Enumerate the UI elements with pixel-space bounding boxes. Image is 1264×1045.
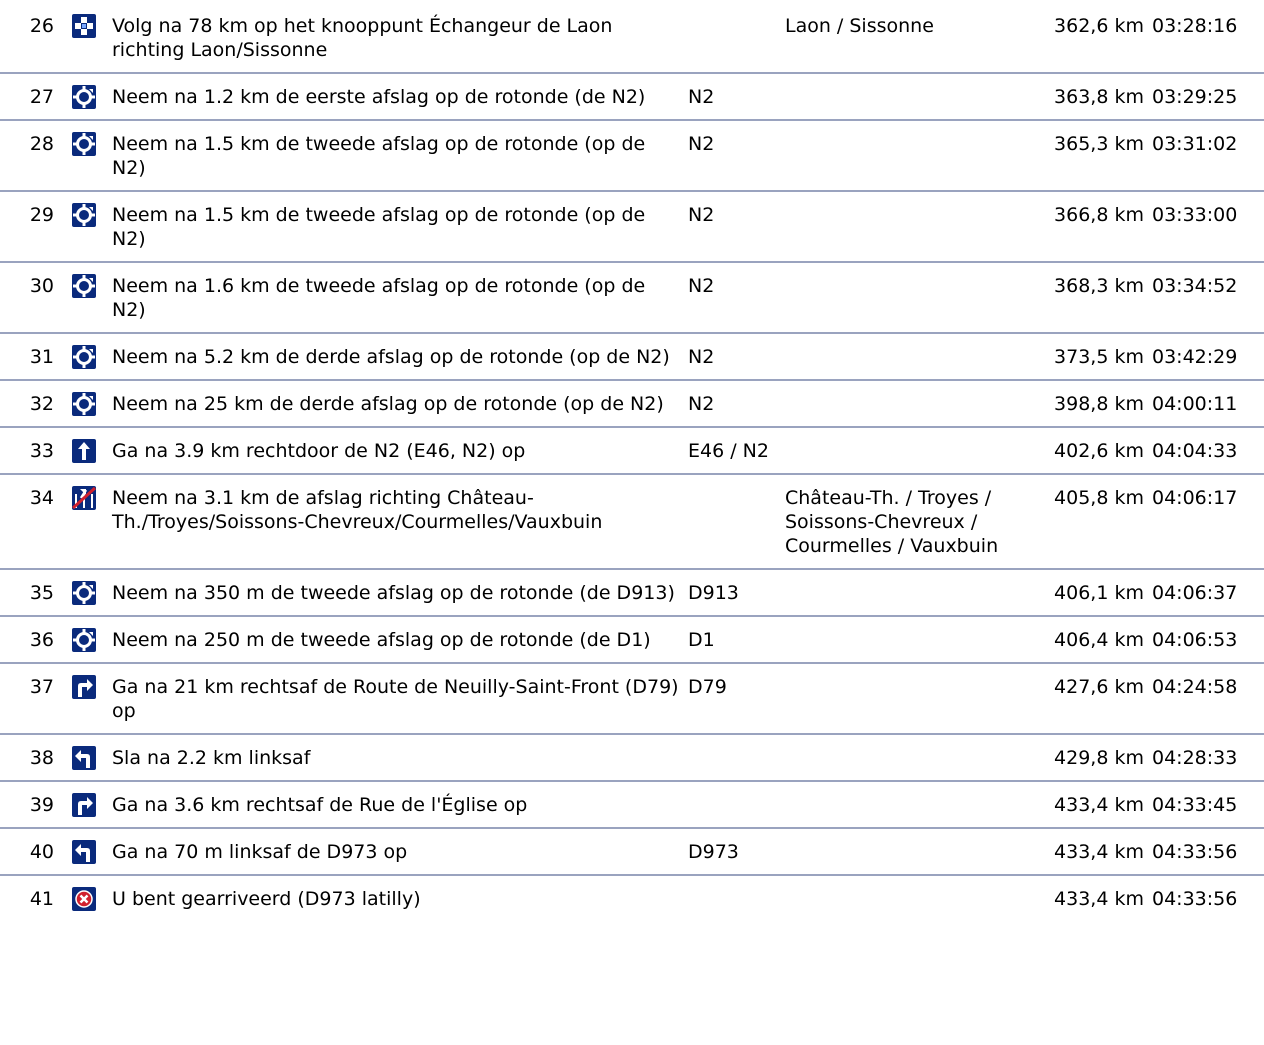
step-number: 35 xyxy=(0,569,56,616)
direction-text xyxy=(785,734,1015,781)
table-row xyxy=(0,191,1264,262)
direction-text xyxy=(785,663,1015,734)
instruction-text: Neem na 350 m de tweede afslag op de rotonde (de D913) xyxy=(112,569,688,616)
roundabout-icon xyxy=(72,392,96,416)
step-number: 38 xyxy=(0,734,56,781)
table-row xyxy=(0,73,1264,120)
time-value: 03:31:02 xyxy=(1152,120,1264,191)
distance-value: 373,5 km xyxy=(1015,333,1152,380)
direction-text xyxy=(785,828,1015,875)
road-name xyxy=(688,781,785,828)
step-number: 33 xyxy=(0,427,56,474)
distance-value: 429,8 km xyxy=(1015,734,1152,781)
table-row xyxy=(0,781,1264,828)
roundabout-icon xyxy=(72,85,96,109)
route-rows xyxy=(0,3,1264,921)
road-name: N2 xyxy=(688,333,785,380)
maneuver-icon-cell xyxy=(56,120,112,191)
instruction-text: Neem na 250 m de tweede afslag op de rotonde (de D1) xyxy=(112,616,688,663)
time-value: 03:34:52 xyxy=(1152,262,1264,333)
road-name xyxy=(688,734,785,781)
table-row xyxy=(0,474,1264,569)
junction-icon xyxy=(72,14,96,38)
distance-value: 406,4 km xyxy=(1015,616,1152,663)
maneuver-icon-cell xyxy=(56,616,112,663)
time-value: 04:06:17 xyxy=(1152,474,1264,569)
maneuver-icon-cell xyxy=(56,663,112,734)
direction-text xyxy=(785,262,1015,333)
step-number: 36 xyxy=(0,616,56,663)
instruction-text: Neem na 1.6 km de tweede afslag op de rotonde (op de N2) xyxy=(112,262,688,333)
road-name: N2 xyxy=(688,120,785,191)
time-value: 04:24:58 xyxy=(1152,663,1264,734)
direction-text xyxy=(785,380,1015,427)
time-value: 03:28:16 xyxy=(1152,3,1264,73)
distance-value: 368,3 km xyxy=(1015,262,1152,333)
maneuver-icon-cell xyxy=(56,427,112,474)
road-name: N2 xyxy=(688,191,785,262)
exit-ramp-icon xyxy=(72,486,96,510)
roundabout-icon xyxy=(72,345,96,369)
road-name: E46 / N2 xyxy=(688,427,785,474)
step-number: 39 xyxy=(0,781,56,828)
distance-value: 405,8 km xyxy=(1015,474,1152,569)
instruction-text: Neem na 1.5 km de tweede afslag op de rotonde (op de N2) xyxy=(112,120,688,191)
road-name: D973 xyxy=(688,828,785,875)
table-row xyxy=(0,262,1264,333)
direction-text xyxy=(785,73,1015,120)
distance-value: 406,1 km xyxy=(1015,569,1152,616)
direction-text xyxy=(785,781,1015,828)
table-row xyxy=(0,3,1264,73)
distance-value: 366,8 km xyxy=(1015,191,1152,262)
distance-value: 433,4 km xyxy=(1015,828,1152,875)
direction-text xyxy=(785,333,1015,380)
turn-right-icon xyxy=(72,675,96,699)
turn-right-icon xyxy=(72,793,96,817)
step-number: 34 xyxy=(0,474,56,569)
instruction-text: Ga na 21 km rechtsaf de Route de Neuilly-Saint-Front (D79) op xyxy=(112,663,688,734)
direction-text xyxy=(785,875,1015,921)
step-number: 30 xyxy=(0,262,56,333)
road-name: N2 xyxy=(688,73,785,120)
direction-text xyxy=(785,427,1015,474)
direction-text xyxy=(785,569,1015,616)
step-number: 27 xyxy=(0,73,56,120)
roundabout-icon xyxy=(72,628,96,652)
straight-arrow-icon xyxy=(72,439,96,463)
time-value: 04:06:37 xyxy=(1152,569,1264,616)
time-value: 03:33:00 xyxy=(1152,191,1264,262)
instruction-text: Ga na 3.9 km rechtdoor de N2 (E46, N2) op xyxy=(112,427,688,474)
instruction-text: Neem na 1.5 km de tweede afslag op de rotonde (op de N2) xyxy=(112,191,688,262)
distance-value: 363,8 km xyxy=(1015,73,1152,120)
table-row xyxy=(0,120,1264,191)
time-value: 04:33:56 xyxy=(1152,828,1264,875)
instruction-text: Ga na 70 m linksaf de D973 op xyxy=(112,828,688,875)
step-number: 31 xyxy=(0,333,56,380)
table-row xyxy=(0,333,1264,380)
instruction-text: Neem na 25 km de derde afslag op de rotonde (op de N2) xyxy=(112,380,688,427)
table-row xyxy=(0,569,1264,616)
turn-left-icon xyxy=(72,840,96,864)
direction-text xyxy=(785,191,1015,262)
direction-text: Château-Th. / Troyes / Soissons-Chevreux / Courmelles / Vauxbuin xyxy=(785,474,1015,569)
maneuver-icon-cell xyxy=(56,191,112,262)
table-row xyxy=(0,875,1264,921)
step-number: 40 xyxy=(0,828,56,875)
distance-value: 365,3 km xyxy=(1015,120,1152,191)
step-number: 29 xyxy=(0,191,56,262)
distance-value: 362,6 km xyxy=(1015,3,1152,73)
roundabout-icon xyxy=(72,274,96,298)
direction-text xyxy=(785,616,1015,663)
distance-value: 427,6 km xyxy=(1015,663,1152,734)
table-row xyxy=(0,427,1264,474)
maneuver-icon-cell xyxy=(56,333,112,380)
instruction-text: Neem na 1.2 km de eerste afslag op de rotonde (de N2) xyxy=(112,73,688,120)
instruction-text: Ga na 3.6 km rechtsaf de Rue de l'Église op xyxy=(112,781,688,828)
route-directions-table xyxy=(0,3,1264,921)
road-name xyxy=(688,474,785,569)
step-number: 37 xyxy=(0,663,56,734)
time-value: 03:42:29 xyxy=(1152,333,1264,380)
table-row xyxy=(0,828,1264,875)
step-number: 32 xyxy=(0,380,56,427)
time-value: 04:00:11 xyxy=(1152,380,1264,427)
road-name: D1 xyxy=(688,616,785,663)
road-name: D79 xyxy=(688,663,785,734)
maneuver-icon-cell xyxy=(56,828,112,875)
arrival-icon xyxy=(72,887,96,911)
distance-value: 433,4 km xyxy=(1054,888,1144,910)
step-number: 26 xyxy=(0,3,56,73)
maneuver-icon-cell xyxy=(56,781,112,828)
road-name xyxy=(688,875,785,921)
maneuver-icon-cell xyxy=(56,73,112,120)
time-value: 04:28:33 xyxy=(1152,734,1264,781)
road-name: D913 xyxy=(688,569,785,616)
table-row xyxy=(0,380,1264,427)
road-name: N2 xyxy=(688,380,785,427)
roundabout-icon xyxy=(72,203,96,227)
time-value: 04:33:45 xyxy=(1152,781,1264,828)
step-number: 28 xyxy=(0,120,56,191)
maneuver-icon-cell xyxy=(56,474,112,569)
road-name: N2 xyxy=(688,262,785,333)
time-value: 04:06:53 xyxy=(1152,616,1264,663)
distance-value: 398,8 km xyxy=(1015,380,1152,427)
instruction-text: U bent gearriveerd (D973 latilly) xyxy=(112,888,421,910)
time-value: 04:33:56 xyxy=(1152,888,1238,910)
maneuver-icon-cell xyxy=(56,380,112,427)
instruction-text: Neem na 5.2 km de derde afslag op de rotonde (op de N2) xyxy=(112,333,688,380)
roundabout-icon xyxy=(72,581,96,605)
distance-value: 433,4 km xyxy=(1015,781,1152,828)
time-value: 04:04:33 xyxy=(1152,427,1264,474)
direction-text xyxy=(785,120,1015,191)
instruction-text: Volg na 78 km op het knooppunt Échangeur de Laon richting Laon/Sissonne xyxy=(112,3,688,73)
instruction-text: Neem na 3.1 km de afslag richting Château-Th./Troyes/Soissons-Chevreux/Courmelles/Vauxbuin xyxy=(112,474,688,569)
roundabout-icon xyxy=(72,132,96,156)
maneuver-icon-cell xyxy=(56,875,112,921)
step-number: 41 xyxy=(29,888,54,910)
road-name xyxy=(688,3,785,73)
table-row xyxy=(0,734,1264,781)
instruction-text: Sla na 2.2 km linksaf xyxy=(112,734,688,781)
maneuver-icon-cell xyxy=(56,3,112,73)
time-value: 03:29:25 xyxy=(1152,73,1264,120)
table-row xyxy=(0,663,1264,734)
maneuver-icon-cell xyxy=(56,734,112,781)
maneuver-icon-cell xyxy=(56,569,112,616)
turn-left-icon xyxy=(72,746,96,770)
direction-text: Laon / Sissonne xyxy=(785,3,1015,73)
table-row xyxy=(0,616,1264,663)
distance-value: 402,6 km xyxy=(1015,427,1152,474)
maneuver-icon-cell xyxy=(56,262,112,333)
